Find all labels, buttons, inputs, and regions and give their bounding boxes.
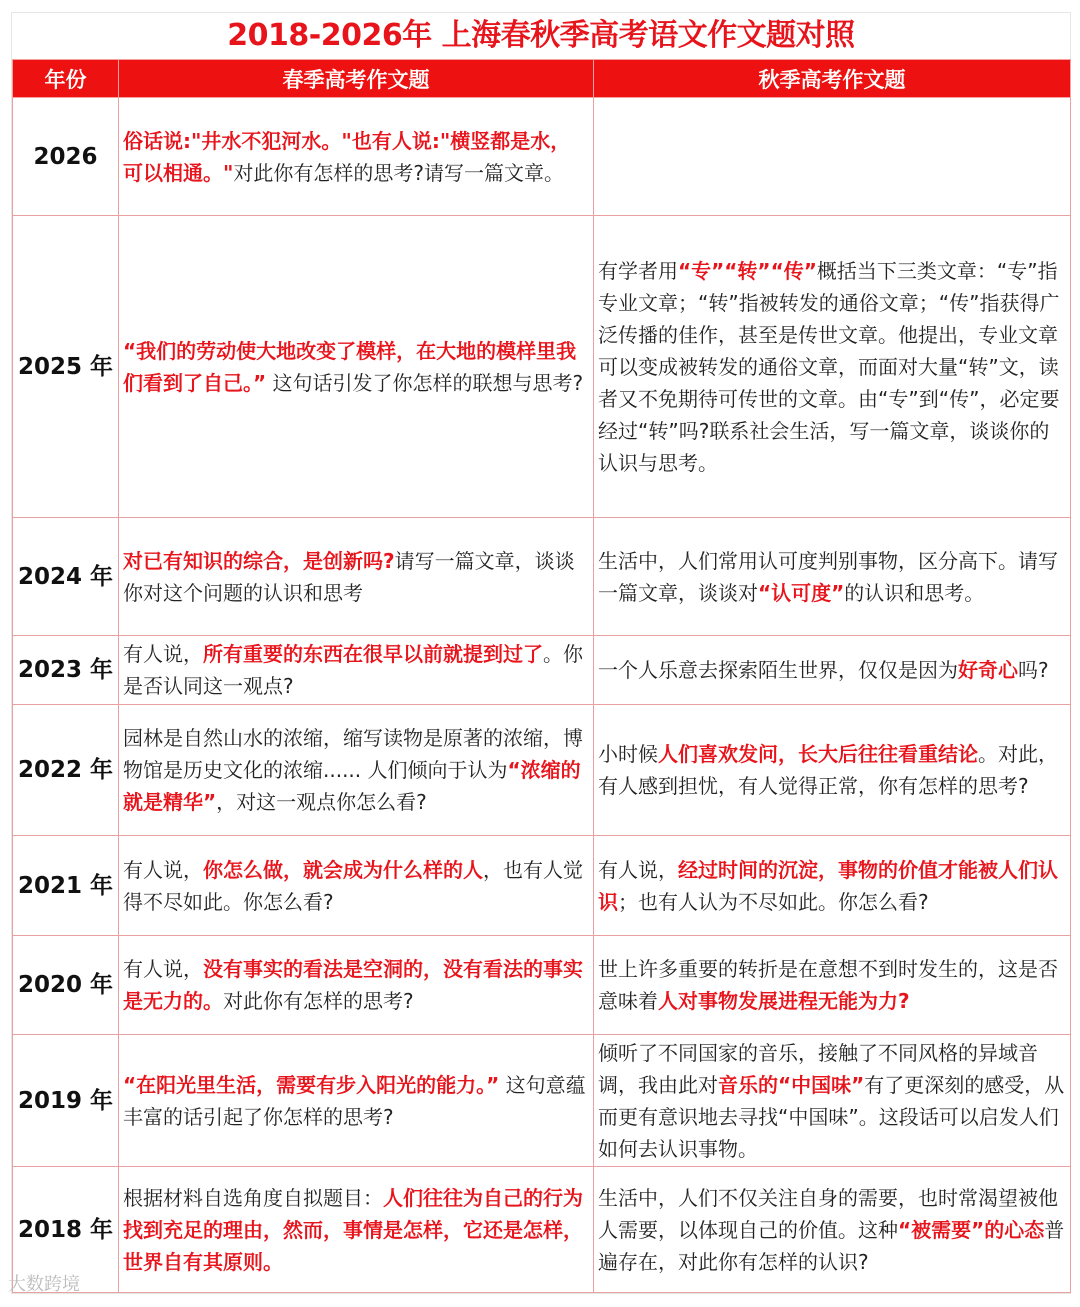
topic-text: 对此你有怎样的思考? (223, 989, 414, 1013)
table-row (13, 836, 1071, 936)
topic-text: 对此你有怎样的思考?请写一篇文章。 (233, 160, 565, 185)
spring-topic-cell (119, 1035, 594, 1167)
table-row (13, 518, 1071, 636)
spring-topic-cell (119, 836, 594, 936)
header-autumn: 秋季高考作文题 (594, 60, 1071, 98)
topic-text: 这句话引发了你怎样的联想与思考? (266, 370, 584, 395)
topic-text: 根据材料自选角度自拟题目： (123, 1185, 383, 1210)
header-year: 年份 (13, 60, 119, 98)
topic-text: 吗? (1018, 658, 1049, 682)
spring-topic-cell (119, 216, 594, 518)
topic-text: 有人说， (123, 857, 203, 882)
autumn-topic-cell (594, 636, 1071, 705)
topic-text: 小时候 (598, 742, 658, 766)
table-row (13, 98, 1071, 216)
autumn-topic-cell (594, 705, 1071, 836)
table-row (13, 636, 1071, 705)
highlighted-text: “被需要”的心态 (898, 1217, 1045, 1242)
spring-topic-cell (119, 518, 594, 636)
year-cell: 2025 年 (13, 216, 119, 518)
topic-text: 请写一篇文章，谈谈你对这个问题的认识和思考 (123, 548, 575, 605)
table-row (13, 1167, 1071, 1293)
highlighted-text: 对已有知识的综合，是创新吗? (123, 548, 395, 573)
autumn-topic-cell (594, 1035, 1071, 1167)
spring-topic-cell (119, 1167, 594, 1293)
year-cell: 2023 年 (13, 636, 119, 705)
table-row (13, 1035, 1071, 1167)
autumn-topic-cell (594, 518, 1071, 636)
highlighted-text: 所有重要的东西在很早以前就提到过了 (203, 642, 543, 666)
autumn-topic-cell (594, 936, 1071, 1035)
topic-text: 。对此，有人感到担忧，有人觉得正常，你有怎样的思考? (598, 742, 1058, 798)
page-title: 2018-2026年 上海春秋季高考语文作文题对照 (227, 18, 855, 53)
highlighted-text: “认可度” (758, 580, 845, 605)
spring-topic-cell (119, 636, 594, 705)
highlighted-text: 没有事实的看法是空洞的，没有看法的事实是无力的。 (123, 957, 583, 1013)
highlighted-text: 好奇心 (958, 658, 1018, 682)
spring-topic-cell (119, 705, 594, 836)
topic-text: ，对这一观点你怎么看? (216, 790, 427, 814)
year-cell: 2026 (13, 98, 119, 216)
highlighted-text: 音乐的“中国味” (718, 1072, 865, 1097)
topic-text: 。你是否认同这一观点? (123, 642, 583, 698)
table-header-row (13, 60, 1071, 98)
year-cell: 2018 年 (13, 1167, 119, 1293)
watermark-logo: 大数跨境 (8, 1274, 80, 1295)
highlighted-text: “我们的劳动使大地改变了模样，在大地的模样里我们看到了自己。” (123, 338, 577, 395)
year-cell: 2021 年 (13, 836, 119, 936)
essay-table-frame (11, 12, 1071, 1294)
topic-text: 概括当下三类文章：“专”指专业文章；“转”指被转发的通俗文章；“传”指获得广泛传播的佳作，甚至是传世文章。他提出，专业文章可以变成被转发的通俗文章，而面对大量“转”文，读者又不免期待可传世的文章。由“专”到“传”，必定要经过“转”吗?联系社会生活，写一篇文章，谈谈你的认识与思考。 (598, 258, 1060, 475)
topic-text: 有人说， (123, 957, 203, 981)
highlighted-text: 俗话说:"井水不犯河水。"也有人说:"横竖都是水，可以相通。" (123, 128, 571, 185)
autumn-topic-cell (594, 98, 1071, 216)
highlighted-text: “浓缩的就是精华” (123, 758, 581, 814)
header-spring: 春季高考作文题 (119, 60, 594, 98)
essay-topics-table (12, 59, 1071, 1293)
highlighted-text: 人们往往为自己的行为找到充足的理由，然而，事情是怎样，它还是怎样，世界自有其原则。 (123, 1185, 583, 1274)
autumn-topic-cell (594, 1167, 1071, 1293)
topic-text: 生活中，人们不仅关注自身的需要，也时常渴望被他人需要，以体现自己的价值。这种 (598, 1185, 1058, 1242)
highlighted-text: “专”“转”“传” (678, 258, 817, 283)
highlighted-text: 经过时间的沉淀，事物的价值才能被人们认识 (598, 857, 1058, 914)
topic-text: 这句意蕴丰富的话引起了你怎样的思考? (123, 1072, 586, 1129)
table-row (13, 216, 1071, 518)
highlighted-text: 人们喜欢发问，长大后往往看重结论 (658, 742, 978, 766)
topic-text: 一个人乐意去探索陌生世界，仅仅是因为 (598, 658, 958, 682)
year-cell: 2019 年 (13, 1035, 119, 1167)
autumn-topic-cell (594, 216, 1071, 518)
topic-text: 有学者用 (598, 258, 678, 283)
topic-text: 世上许多重要的转折是在意想不到时发生的，这是否意味着 (598, 957, 1058, 1013)
topic-text: 园林是自然山水的浓缩，缩写读物是原著的浓缩，博物馆是历史文化的浓缩...... 人们倾向于认为 (123, 726, 583, 782)
topic-text: 普遍存在，对此你有怎样的认识? (598, 1217, 1065, 1274)
topic-text: 倾听了不同国家的音乐，接触了不同风格的异域音调，我由此对 (598, 1040, 1038, 1097)
spring-topic-cell (119, 98, 594, 216)
year-cell: 2024 年 (13, 518, 119, 636)
topic-text: ；也有人认为不尽如此。你怎么看? (618, 889, 929, 914)
topic-text: 有人说， (123, 642, 203, 666)
highlighted-text: 你怎么做，就会成为什么样的人 (203, 857, 483, 882)
table-row (13, 936, 1071, 1035)
highlighted-text: 人对事物发展进程无能为力? (658, 989, 910, 1013)
table-row (13, 705, 1071, 836)
topic-text: 有了更深刻的感受，从而更有意识地去寻找“中国味”。这段话可以启发人们如何去认识事物。 (598, 1072, 1065, 1161)
autumn-topic-cell (594, 836, 1071, 936)
topic-text: ，也有人觉得不尽如此。你怎么看? (123, 857, 583, 914)
topic-text: 的认识和思考。 (844, 580, 985, 605)
year-cell: 2022 年 (13, 705, 119, 836)
highlighted-text: “在阳光里生活，需要有步入阳光的能力。” (123, 1072, 500, 1097)
year-cell: 2020 年 (13, 936, 119, 1035)
topic-text: 生活中，人们常用认可度判别事物，区分高下。请写一篇文章，谈谈对 (598, 548, 1058, 605)
topic-text: 有人说， (598, 857, 678, 882)
spring-topic-cell (119, 936, 594, 1035)
